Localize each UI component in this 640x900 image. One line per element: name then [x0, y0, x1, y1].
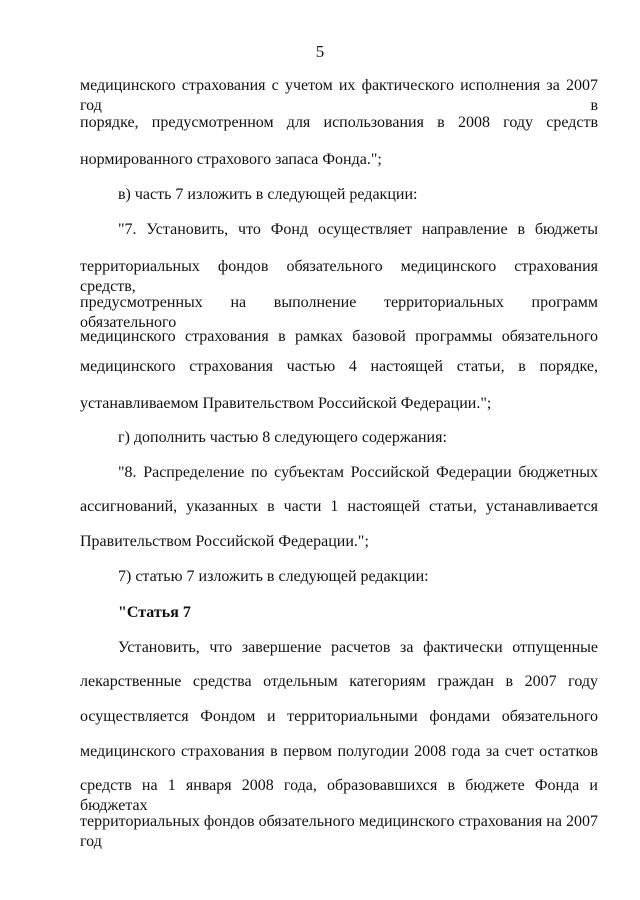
text-line: территориальных фондов обязательного медицинского страхования на 2007 год — [80, 813, 598, 850]
text-line: медицинского страхования частью 4 настоящей статьи, в порядке, — [80, 358, 598, 375]
text-line: 7) статью 7 изложить в следующей редакции: — [118, 568, 429, 585]
text-line: "8. Распределение по субъектам Российской Федерации бюджетных — [118, 464, 598, 481]
text-line: предусмотренных на выполнение территориальных программ обязательного — [80, 294, 598, 331]
text-line: Установить, что завершение расчетов за фактически отпущенные — [118, 639, 598, 656]
text-line: ассигнований, указанных в части 1 настоящей статьи, устанавливается — [80, 498, 598, 515]
text-line: Правительством Российской Федерации."; — [80, 533, 369, 550]
text-line: медицинского страхования с учетом их фактического исполнения за 2007 год в — [80, 77, 598, 114]
text-line: в) часть 7 изложить в следующей редакции: — [118, 186, 418, 203]
text-line: осуществляется Фондом и территориальными фондами обязательного — [80, 708, 598, 725]
page-number: 5 — [315, 42, 325, 61]
text-line: территориальных фондов обязательного медицинского страхования средств, — [80, 258, 598, 295]
text-line: средств на 1 января 2008 года, образовавшихся в бюджете Фонда и бюджетах — [80, 777, 598, 814]
text-line: г) дополнить частью 8 следующего содержания: — [118, 429, 447, 446]
text-line: нормированного страхового запаса Фонда."; — [80, 151, 382, 168]
text-line: порядке, предусмотренном для использования в 2008 году средств — [80, 114, 598, 131]
text-line: устанавливаемом Правительством Российской Федерации."; — [80, 395, 492, 412]
text-line: медицинского страхования в первом полугодии 2008 года за счет остатков — [80, 743, 598, 760]
text-line: лекарственные средства отдельным категориям граждан в 2007 году — [80, 673, 598, 690]
text-line: медицинского страхования в рамках базовой программы обязательного — [80, 328, 598, 345]
article-heading: "Статья 7 — [118, 604, 191, 621]
text-line: "7. Установить, что Фонд осуществляет направление в бюджеты — [118, 221, 598, 238]
